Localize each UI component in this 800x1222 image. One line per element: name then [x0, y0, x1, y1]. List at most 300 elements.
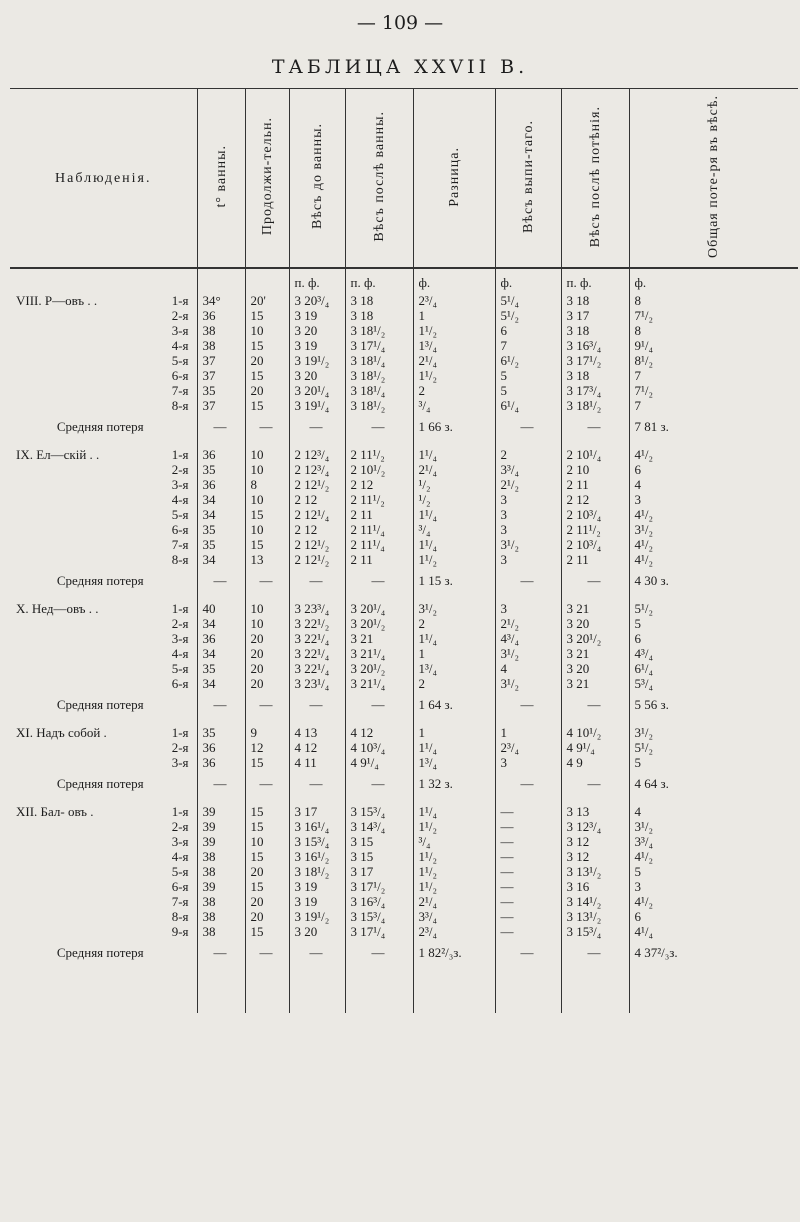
row-label	[10, 924, 197, 939]
column-header-label: Общая поте-ря въ вѣсѣ.	[706, 95, 722, 258]
column-header	[245, 89, 289, 269]
data-cell: 3 15	[345, 834, 413, 849]
average-cell: —	[495, 691, 561, 725]
data-cell: 3 21¹/₄	[345, 676, 413, 691]
data-cell: 3 22¹/₄	[289, 631, 345, 646]
data-cell: 3 17	[345, 864, 413, 879]
average-cell: 7 81 з.	[629, 413, 798, 447]
column-header-label: Разница.	[446, 146, 462, 207]
average-cell: —	[289, 691, 345, 725]
data-cell: 2³/₄	[413, 924, 495, 939]
data-cell: 3 16¹/₂	[289, 849, 345, 864]
average-cell: —	[561, 413, 629, 447]
data-cell: 2 11	[561, 477, 629, 492]
data-cell: 36	[197, 755, 245, 770]
data-cell: 7	[629, 398, 798, 413]
unit-cell	[197, 268, 245, 293]
data-cell: 1¹/₂	[413, 849, 495, 864]
data-cell: 3 20¹/₄	[345, 601, 413, 616]
data-cell: 3¹/₂	[495, 646, 561, 661]
row-label	[10, 293, 197, 308]
data-cell: 3 18	[561, 323, 629, 338]
observation-number: 7-я	[171, 383, 189, 398]
filler-cell	[10, 973, 197, 1013]
row-label	[10, 864, 197, 879]
table-row	[10, 477, 798, 492]
data-cell: —	[495, 894, 561, 909]
data-cell: 15	[245, 879, 289, 894]
data-cell: 5¹/₄	[495, 293, 561, 308]
data-cell: 2	[495, 447, 561, 462]
table-row	[10, 676, 798, 691]
average-cell: 1 15 з.	[413, 567, 495, 601]
observation-number: 1-я	[171, 804, 189, 819]
average-cell: 1 32 з.	[413, 770, 495, 804]
data-cell: 10	[245, 462, 289, 477]
average-cell: —	[495, 567, 561, 601]
data-cell: 20	[245, 864, 289, 879]
data-cell: 1¹/₄	[413, 447, 495, 462]
column-header	[561, 89, 629, 269]
data-cell: 3 19¹/₄	[289, 398, 345, 413]
filler-cell	[629, 973, 798, 1013]
data-cell: 3 17¹/₄	[345, 924, 413, 939]
data-table-container	[10, 88, 798, 1213]
observation-number: 2-я	[171, 462, 189, 477]
column-header	[413, 89, 495, 269]
column-header-label: Вѣсъ до ванны.	[309, 123, 325, 230]
data-cell: 20	[245, 383, 289, 398]
data-cell: 3 12	[561, 849, 629, 864]
data-cell: ³/₄	[413, 398, 495, 413]
data-cell: 6¹/₄	[629, 661, 798, 676]
average-row	[10, 770, 798, 804]
row-label	[10, 447, 197, 462]
data-cell: 3 18¹/₂	[345, 398, 413, 413]
row-label	[10, 462, 197, 477]
data-cell: 1¹/₂	[413, 879, 495, 894]
data-cell: 35	[197, 522, 245, 537]
observation-number: 6-я	[171, 676, 189, 691]
data-cell: 4 12	[289, 740, 345, 755]
data-cell: 15	[245, 819, 289, 834]
data-cell: 2 11¹/₂	[345, 447, 413, 462]
table-row	[10, 308, 798, 323]
data-cell: 3 18	[561, 368, 629, 383]
data-cell: 36	[197, 447, 245, 462]
data-cell: 39	[197, 879, 245, 894]
average-cell: —	[561, 691, 629, 725]
observation-number: 4-я	[171, 492, 189, 507]
header-row	[10, 89, 798, 269]
data-cell: 2 12¹/₂	[289, 537, 345, 552]
unit-cell: ф.	[629, 268, 798, 293]
average-label: Средняя потеря	[10, 567, 197, 601]
average-cell: 5 56 з.	[629, 691, 798, 725]
data-cell: 3³/₄	[413, 909, 495, 924]
data-cell: 2¹/₂	[495, 616, 561, 631]
data-cell: 3³/₄	[629, 834, 798, 849]
row-label	[10, 725, 197, 740]
data-cell: 3 18¹/₂	[345, 323, 413, 338]
data-cell: ³/₄	[413, 522, 495, 537]
table-title: ТАБЛИЦА XXVII B.	[271, 56, 529, 78]
data-cell: 4 11	[289, 755, 345, 770]
average-cell: —	[197, 413, 245, 447]
data-cell: 3 18	[345, 308, 413, 323]
data-cell: 15	[245, 804, 289, 819]
column-header	[495, 89, 561, 269]
average-cell: —	[495, 413, 561, 447]
data-cell: 3 14¹/₂	[561, 894, 629, 909]
average-cell: —	[495, 770, 561, 804]
data-cell: 7	[629, 368, 798, 383]
data-cell: 39	[197, 819, 245, 834]
average-cell: —	[345, 413, 413, 447]
average-cell: —	[561, 567, 629, 601]
data-cell: 4 12	[345, 725, 413, 740]
row-label	[10, 755, 197, 770]
data-cell: 4¹/₂	[629, 447, 798, 462]
data-cell: 3 19¹/₂	[289, 353, 345, 368]
data-cell: 3 20	[561, 616, 629, 631]
unit-cell: ф.	[495, 268, 561, 293]
row-label	[10, 383, 197, 398]
data-cell: 13	[245, 552, 289, 567]
data-cell: 3 16¹/₄	[289, 819, 345, 834]
data-cell: 1³/₄	[413, 338, 495, 353]
data-cell: 15	[245, 398, 289, 413]
table-row	[10, 601, 798, 616]
table-row	[10, 522, 798, 537]
data-cell: 34	[197, 507, 245, 522]
column-header	[289, 89, 345, 269]
data-cell: 4 10¹/₂	[561, 725, 629, 740]
data-cell: ¹/₂	[413, 492, 495, 507]
data-cell: 12	[245, 740, 289, 755]
data-cell: —	[495, 849, 561, 864]
column-header-label: Вѣсъ послѣ потѣнія.	[587, 105, 603, 248]
data-cell: 2	[413, 383, 495, 398]
data-cell: 3¹/₂	[629, 522, 798, 537]
data-cell: 3 22¹/₄	[289, 646, 345, 661]
row-label	[10, 552, 197, 567]
data-cell: 7	[495, 338, 561, 353]
table-row	[10, 725, 798, 740]
data-cell: 38	[197, 894, 245, 909]
row-label	[10, 894, 197, 909]
data-cell: 2 11¹/₄	[345, 537, 413, 552]
data-cell: 4	[629, 477, 798, 492]
data-cell: 10	[245, 834, 289, 849]
data-cell: 20	[245, 894, 289, 909]
average-cell: —	[245, 567, 289, 601]
data-cell: 3 19	[289, 879, 345, 894]
data-cell: 37	[197, 368, 245, 383]
column-header	[345, 89, 413, 269]
table-row	[10, 909, 798, 924]
data-cell: 5¹/₂	[629, 601, 798, 616]
data-cell: 38	[197, 338, 245, 353]
table-row	[10, 864, 798, 879]
data-cell: 8	[245, 477, 289, 492]
column-header	[10, 89, 197, 269]
row-label	[10, 661, 197, 676]
data-cell: 15	[245, 924, 289, 939]
data-cell: 2¹/₄	[413, 894, 495, 909]
row-label	[10, 646, 197, 661]
data-cell: 34	[197, 492, 245, 507]
data-cell: —	[495, 879, 561, 894]
data-cell: 3 17³/₄	[561, 383, 629, 398]
data-cell: 2 11	[345, 507, 413, 522]
row-label	[10, 368, 197, 383]
average-cell: —	[197, 939, 245, 973]
average-cell: —	[345, 567, 413, 601]
table-row	[10, 383, 798, 398]
table-row	[10, 631, 798, 646]
observation-number: 8-я	[171, 552, 189, 567]
average-cell: —	[197, 567, 245, 601]
table-row	[10, 646, 798, 661]
data-cell: 5¹/₂	[629, 740, 798, 755]
data-cell: 20	[245, 631, 289, 646]
table-row	[10, 879, 798, 894]
data-cell: 34°	[197, 293, 245, 308]
data-cell: 4¹/₂	[629, 894, 798, 909]
data-cell: 3 13¹/₂	[561, 909, 629, 924]
column-header-label: t° ванны.	[213, 145, 229, 208]
observation-number: 1-я	[171, 293, 189, 308]
data-cell: 2³/₄	[495, 740, 561, 755]
average-cell: 4 37²/₃з.	[629, 939, 798, 973]
data-cell: 35	[197, 383, 245, 398]
data-cell: 2 12	[345, 477, 413, 492]
table-row	[10, 616, 798, 631]
data-cell: 2 10¹/₄	[561, 447, 629, 462]
data-cell: 10	[245, 522, 289, 537]
data-cell: 4¹/₄	[629, 924, 798, 939]
data-cell: 3 13	[561, 804, 629, 819]
data-cell: 10	[245, 616, 289, 631]
data-cell: 36	[197, 631, 245, 646]
row-label	[10, 338, 197, 353]
table-row	[10, 293, 798, 308]
data-cell: 1¹/₂	[413, 819, 495, 834]
data-cell: 38	[197, 924, 245, 939]
observation-number: 8-я	[171, 909, 189, 924]
data-cell: 2 11¹/₂	[345, 492, 413, 507]
table-row	[10, 368, 798, 383]
data-cell: 3 22¹/₄	[289, 661, 345, 676]
data-cell: 1¹/₄	[413, 507, 495, 522]
unit-cell: п. ф.	[289, 268, 345, 293]
data-cell: 3	[495, 601, 561, 616]
observation-number: 1-я	[171, 447, 189, 462]
average-cell: —	[345, 770, 413, 804]
observation-number: 3-я	[171, 834, 189, 849]
data-cell: 8	[629, 293, 798, 308]
filler-cell	[561, 973, 629, 1013]
average-cell: —	[245, 770, 289, 804]
data-cell: 3 22¹/₂	[289, 616, 345, 631]
data-cell: 2 11¹/₂	[561, 522, 629, 537]
average-cell: —	[495, 939, 561, 973]
data-cell: 3 20¹/₂	[345, 616, 413, 631]
observation-number: 5-я	[171, 507, 189, 522]
data-cell: 9	[245, 725, 289, 740]
data-cell: 4¹/₂	[629, 507, 798, 522]
data-cell: 1	[413, 308, 495, 323]
data-cell: 3 20	[289, 323, 345, 338]
data-cell: 3 17	[289, 804, 345, 819]
data-cell: 3 20	[289, 368, 345, 383]
data-cell: 36	[197, 477, 245, 492]
data-cell: 3 21	[561, 601, 629, 616]
data-cell: 4 9	[561, 755, 629, 770]
table-row	[10, 492, 798, 507]
observation-number: 3-я	[171, 323, 189, 338]
data-cell: 3 20³/₄	[289, 293, 345, 308]
data-cell: 3 15	[345, 849, 413, 864]
data-cell: 2 12¹/₄	[289, 507, 345, 522]
average-row	[10, 413, 798, 447]
data-cell: 38	[197, 909, 245, 924]
average-cell: —	[289, 939, 345, 973]
data-cell: 1¹/₄	[413, 804, 495, 819]
data-cell: 3 19	[289, 894, 345, 909]
data-cell: 20	[245, 676, 289, 691]
data-cell: 3 15³/₄	[345, 804, 413, 819]
data-cell: 20'	[245, 293, 289, 308]
data-cell: 20	[245, 646, 289, 661]
data-cell: 3	[495, 507, 561, 522]
data-cell: 2 12³/₄	[289, 462, 345, 477]
table-row	[10, 462, 798, 477]
table-row	[10, 755, 798, 770]
data-cell: 3¹/₂	[495, 676, 561, 691]
observation-number: 8-я	[171, 398, 189, 413]
row-label	[10, 740, 197, 755]
observation-number: 4-я	[171, 338, 189, 353]
data-cell: —	[495, 864, 561, 879]
data-cell: 3³/₄	[495, 462, 561, 477]
row-label	[10, 522, 197, 537]
data-cell: 1¹/₂	[413, 552, 495, 567]
row-label	[10, 616, 197, 631]
data-cell: 4¹/₂	[629, 849, 798, 864]
row-label	[10, 819, 197, 834]
data-cell: 20	[245, 353, 289, 368]
data-cell: 6¹/₄	[495, 398, 561, 413]
data-cell: 3 14³/₄	[345, 819, 413, 834]
column-header-label: Вѣсъ выпи-таго.	[520, 120, 536, 233]
data-cell: —	[495, 924, 561, 939]
data-cell: 2¹/₂	[495, 477, 561, 492]
table-row	[10, 849, 798, 864]
observation-number: 2-я	[171, 819, 189, 834]
row-label	[10, 676, 197, 691]
unit-cell: п. ф.	[345, 268, 413, 293]
average-cell: —	[345, 691, 413, 725]
observation-number: 2-я	[171, 308, 189, 323]
column-header-label: Вѣсъ послѣ ванны.	[371, 111, 387, 242]
observation-number: 6-я	[171, 879, 189, 894]
data-cell: 15	[245, 368, 289, 383]
data-cell: 5³/₄	[629, 676, 798, 691]
column-header-label: Продолжи-тельн.	[259, 117, 275, 236]
data-cell: 36	[197, 740, 245, 755]
data-cell: 3 19¹/₂	[289, 909, 345, 924]
column-header	[629, 89, 798, 269]
filler-row	[10, 973, 798, 1013]
data-cell: 15	[245, 755, 289, 770]
data-cell: 38	[197, 864, 245, 879]
column-header-label: Наблюденія.	[55, 170, 152, 186]
data-cell: 3 23³/₄	[289, 601, 345, 616]
observation-number: 9-я	[171, 924, 189, 939]
observation-number: 1-я	[171, 601, 189, 616]
data-cell: 3 16³/₄	[561, 338, 629, 353]
table-row	[10, 834, 798, 849]
data-cell: 10	[245, 601, 289, 616]
data-cell: 20	[245, 661, 289, 676]
data-cell: 10	[245, 323, 289, 338]
data-cell: 3	[495, 522, 561, 537]
data-cell: 7¹/₂	[629, 308, 798, 323]
observation-number: 7-я	[171, 894, 189, 909]
data-cell: 3¹/₂	[629, 819, 798, 834]
data-cell: —	[495, 834, 561, 849]
data-cell: 3 21	[561, 646, 629, 661]
data-cell: 1³/₄	[413, 661, 495, 676]
filler-cell	[197, 973, 245, 1013]
average-cell: —	[289, 413, 345, 447]
group-name: XI. Надъ собой .	[16, 725, 107, 740]
observation-number: 6-я	[171, 368, 189, 383]
group-name: IX. Ел—скій . .	[16, 447, 100, 462]
data-cell: 4 9¹/₄	[561, 740, 629, 755]
average-cell: 1 82²/₃з.	[413, 939, 495, 973]
data-cell: 3 12	[561, 834, 629, 849]
data-cell: 2 12	[289, 492, 345, 507]
unit-cell	[10, 268, 197, 293]
data-cell: 5	[495, 368, 561, 383]
data-cell: 1¹/₄	[413, 631, 495, 646]
observation-number: 4-я	[171, 849, 189, 864]
data-cell: 3 16	[561, 879, 629, 894]
data-cell: 4 9¹/₄	[345, 755, 413, 770]
data-cell: 5	[629, 616, 798, 631]
data-cell: 3 18¹/₂	[345, 368, 413, 383]
data-cell: 1¹/₄	[413, 740, 495, 755]
data-cell: 2 12³/₄	[289, 447, 345, 462]
data-cell: 4³/₄	[629, 646, 798, 661]
data-cell: 3 20¹/₄	[289, 383, 345, 398]
data-cell: 5	[629, 755, 798, 770]
data-cell: 3 18¹/₄	[345, 353, 413, 368]
data-cell: 3	[495, 552, 561, 567]
filler-cell	[245, 973, 289, 1013]
average-cell: —	[245, 691, 289, 725]
data-cell: 1¹/₂	[413, 323, 495, 338]
data-cell: 3 17¹/₂	[345, 879, 413, 894]
data-cell: 3 20¹/₂	[561, 631, 629, 646]
unit-cell: ф.	[413, 268, 495, 293]
data-cell: 3 16³/₄	[345, 894, 413, 909]
data-cell: 2 12¹/₂	[289, 477, 345, 492]
data-table	[10, 88, 798, 1013]
